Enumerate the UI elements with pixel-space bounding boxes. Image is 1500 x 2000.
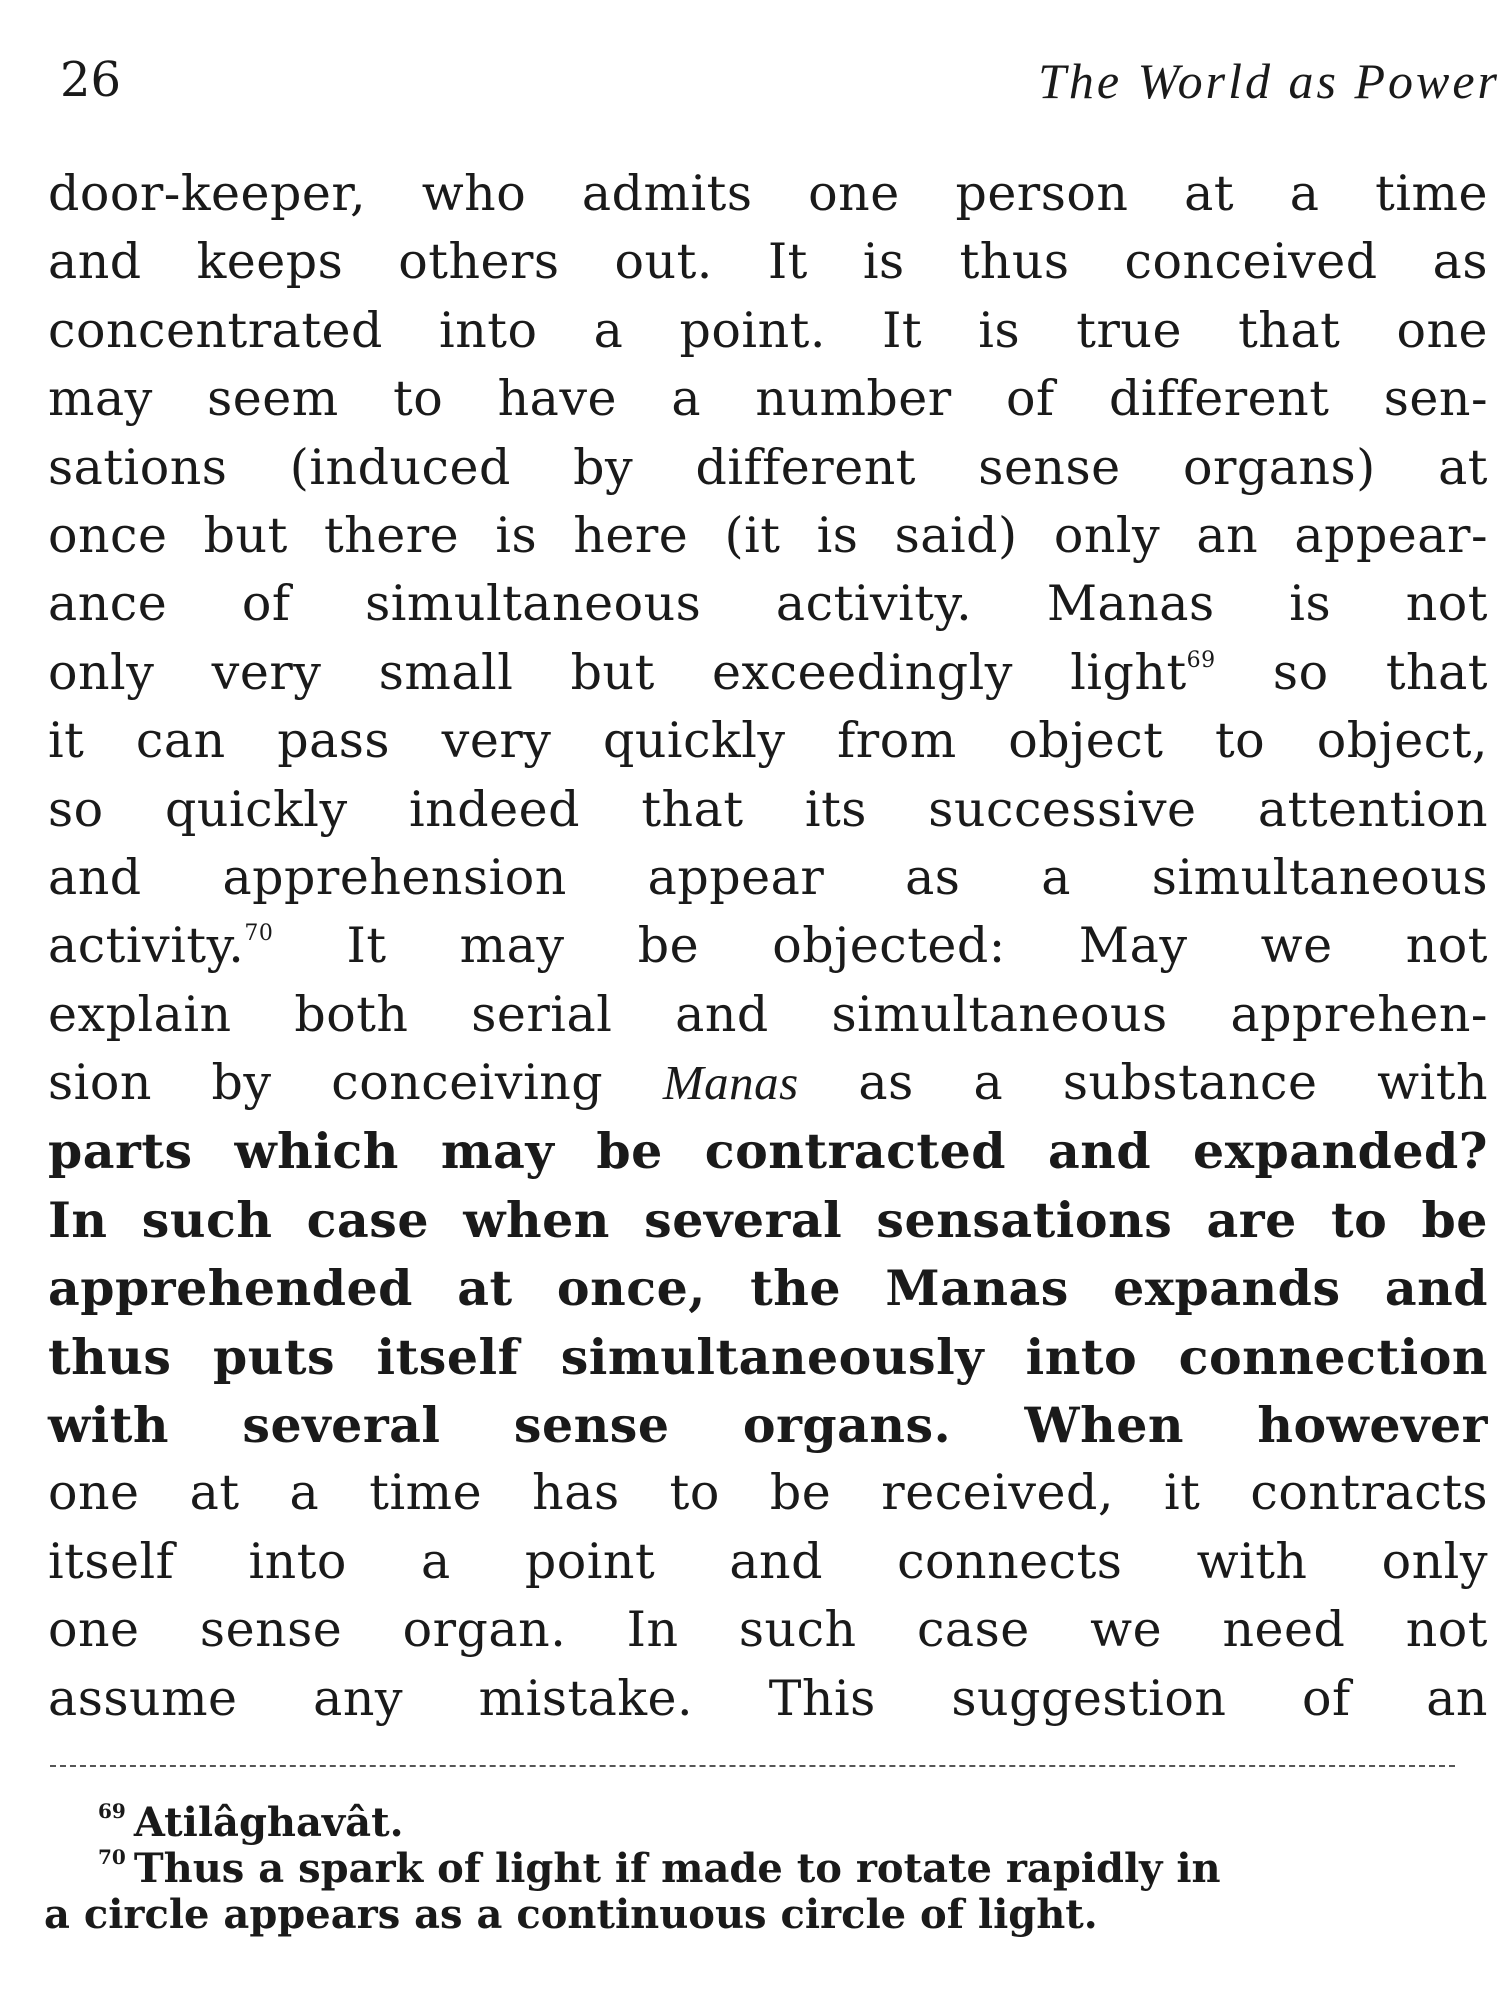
footnotes — [44, 1800, 1464, 1938]
text-line-with-italic — [48, 1049, 1488, 1117]
text-line: it can pass very quickly from object to object, — [48, 712, 1488, 770]
text-line: assume any mistake. This suggestion of an — [48, 1669, 1488, 1727]
footnote-69 — [44, 1800, 1464, 1846]
text-line: and keeps others out. It is thus conceived as — [48, 233, 1488, 291]
text-line: sations (induced by different sense organs) at — [48, 438, 1488, 496]
running-title: The World as Power — [1038, 53, 1500, 109]
text-line: one sense organ. In such case we need not — [48, 1601, 1488, 1659]
text-line: one at a time has to be received, it contracts — [48, 1464, 1488, 1522]
text-line: may seem to have a number of different sen- — [48, 370, 1488, 428]
text-line: itself into a point and connects with only — [48, 1532, 1488, 1590]
footnote-divider — [50, 1765, 1455, 1767]
running-head — [60, 52, 1500, 122]
text-segment: activity. — [48, 917, 245, 975]
footnote-ref-70: 70 — [244, 921, 274, 947]
footnote-marker: 69 — [98, 1799, 126, 1823]
text-line-with-footnote-69 — [48, 639, 1488, 707]
text-line: thus puts itself simultaneously into connection — [48, 1327, 1488, 1386]
text-line: apprehended at once, the Manas expands and — [48, 1259, 1488, 1318]
italic-term-manas: Manas — [662, 1055, 799, 1111]
text-line: and apprehension appear as a simultaneous — [48, 848, 1488, 906]
text-line: parts which may be contracted and expanded? — [48, 1122, 1488, 1181]
text-segment: It may be objected: May we not — [273, 917, 1488, 975]
text-line: ance of simultaneous activity. Manas is not — [48, 575, 1488, 633]
text-line: door-keeper, who admits one person at a time — [48, 165, 1488, 222]
page-number: 26 — [60, 52, 122, 108]
footnote-ref-69: 69 — [1186, 647, 1216, 673]
text-segment: only very small but exceedingly light — [48, 643, 1187, 701]
footnote-text: Atilâghavât. — [133, 1799, 404, 1846]
body-text — [48, 160, 1488, 1733]
footnote-text: Thus a spark of light if made to rotate rapidly in — [133, 1845, 1221, 1892]
footnote-70-continued: a circle appears as a continuous circle of light. — [44, 1891, 1098, 1938]
text-line: explain both serial and simultaneous apprehen- — [48, 985, 1488, 1043]
text-line: so quickly indeed that its successive attention — [48, 780, 1488, 838]
text-line: with several sense organs. When however — [48, 1396, 1488, 1455]
text-segment: so that — [1215, 643, 1488, 701]
footnote-70 — [44, 1846, 1464, 1892]
footnote-marker: 70 — [98, 1845, 126, 1869]
text-line-with-footnote-70 — [48, 912, 1488, 980]
text-segment: sion by conceiving — [48, 1054, 663, 1112]
text-line: once but there is here (it is said) only an appear- — [48, 506, 1488, 564]
text-line: concentrated into a point. It is true that one — [48, 301, 1488, 359]
text-line: In such case when several sensations are to be — [48, 1190, 1488, 1249]
text-segment: as a substance with — [798, 1054, 1489, 1112]
